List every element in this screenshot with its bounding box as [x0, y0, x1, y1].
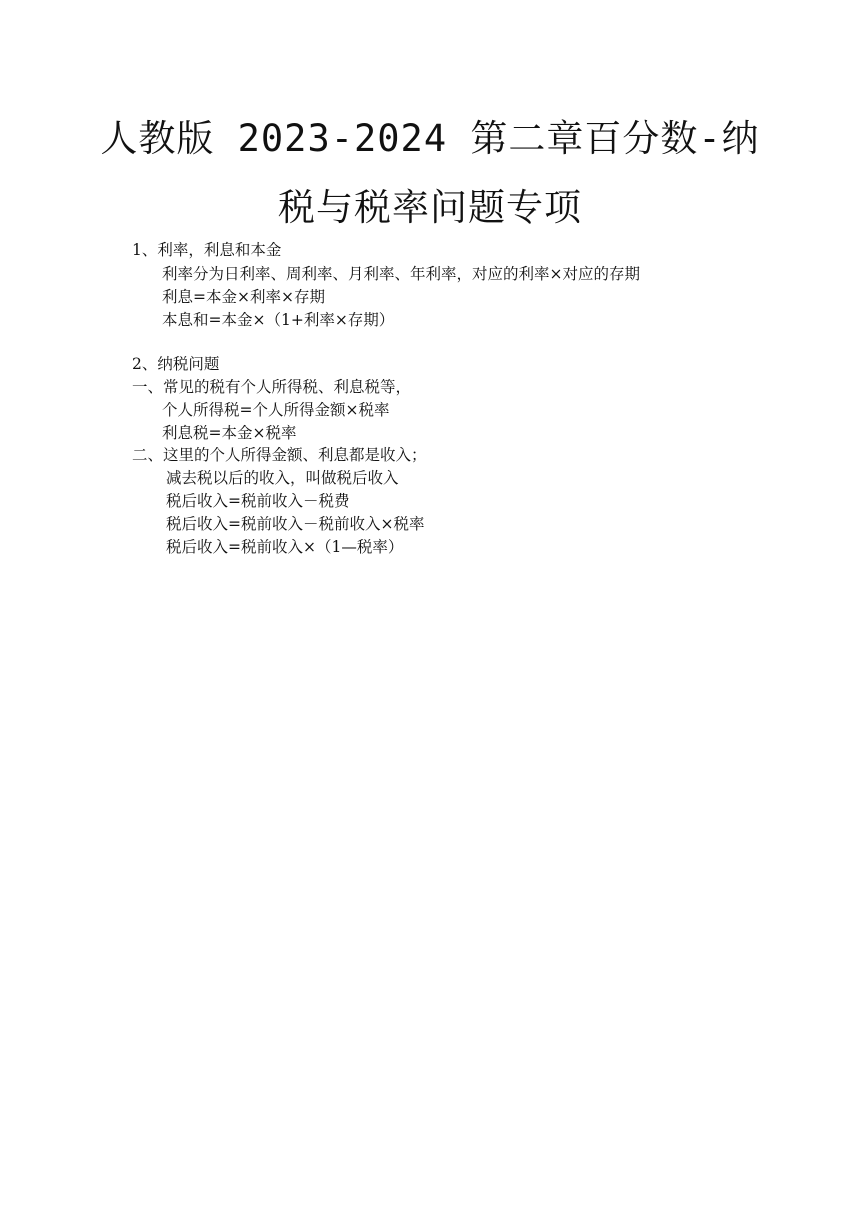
section-2-part-1-line-income-tax: 个人所得税=个人所得金额×税率 [162, 401, 390, 419]
section-2-part-1-heading: 一、常见的税有个人所得税、利息税等， [132, 378, 412, 396]
section-2-part-2-line-formula-3: 税后收入=税前收入×（1—税率） [166, 538, 404, 556]
section-2-part-2-line-formula-2: 税后收入=税前收入－税前收入×税率 [166, 515, 425, 533]
section-2-part-2-heading: 二、这里的个人所得金额、利息都是收入； [132, 446, 427, 464]
section-1-heading: 1、利率，利息和本金 [132, 241, 282, 259]
section-2-part-2-line-formula-1: 税后收入=税前收入－税费 [166, 492, 350, 510]
section-2-heading: 2、纳税问题 [132, 355, 220, 373]
section-1-line-rate-types: 利率分为日利率、周利率、月利率、年利率，对应的利率×对应的存期 [162, 265, 640, 283]
section-2-part-1-line-interest-tax: 利息税=本金×税率 [162, 424, 297, 442]
section-1-line-total-formula: 本息和=本金×（1+利率×存期） [162, 311, 395, 329]
section-1-line-interest-formula: 利息=本金×利率×存期 [162, 288, 325, 306]
document-title-line-2: 税与税率问题专项 [278, 186, 582, 229]
document-title-line-1: 人教版 2023-2024 第二章百分数-纳 [100, 117, 760, 160]
section-2-part-2-line-definition: 减去税以后的收入，叫做税后收入 [166, 469, 399, 487]
